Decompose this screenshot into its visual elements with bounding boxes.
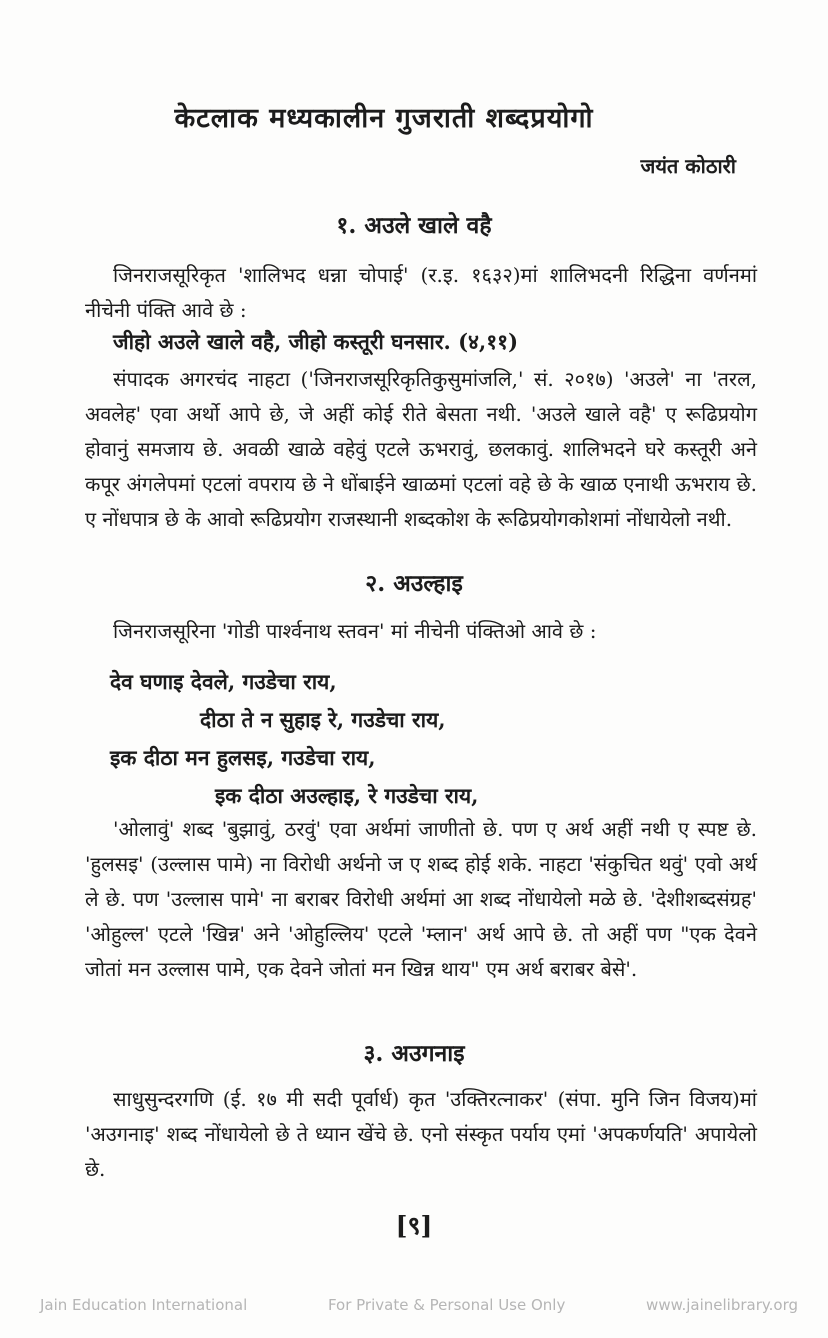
section-1-heading: १. अउले खाले वहै bbox=[336, 212, 492, 239]
footer-left-text: Jain Education International bbox=[40, 1296, 248, 1314]
section-3-body: साधुसुन्दरगणि (ई. १७ मी सदी पूर्वार्ध) कृत 'उक्तिरत्नाकर' (संपा. मुनि जिन विजय)मां 'अउगनाइ' शब्द नोंधायेलो छे ते ध्यान खेंचे छे. एनो संस्कृत पर्याय एमां 'अपकर्णयति' अपायेलो छे. bbox=[85, 1087, 757, 1181]
verse-line: इक दीठा अउल्हाइ, रे गउडेचा राय, bbox=[215, 783, 479, 808]
section-2-heading: २. अउल्हाइ bbox=[365, 570, 463, 597]
verse-line: इक दीठा मन हुलसइ, गउडेचा राय, bbox=[110, 745, 376, 770]
page-title: केटलाक मध्यकालीन गुजराती शब्दप्रयोगो bbox=[174, 103, 594, 134]
section-1-body: संपादक अगरचंद नाहटा ('जिनराजसूरिकृतिकुसुमांजलि,' सं. २०१७) 'अउले' ना 'तरल, अवलेह' एवा अर्थो आपे छे, जे अहीं कोई रीते बेसता नथी. 'अउले खाले वहै' ए रूढिप्रयोग होवानुं समजाय छे. अवळी खाळे वहेवुं एटले ऊभरावुं, छलकावुं. शालिभदने घरे कस्तूरी अने कपूर अंगलेपमां एटलां वपराय छे ने धोंबाईने खाळमां एटलां वहे छे के खाळ एनाथी ऊभराय छे. ए नोंधपात्र छे के आवो रूढिप्रयोग राजस्थानी शब्दकोश के रूढिप्रयोगकोशमां नोंधायेलो नथी. bbox=[85, 367, 757, 531]
author-name: जयंत कोठारी bbox=[640, 154, 736, 178]
section-2-body: 'ओलावुं' शब्द 'बुझावुं, ठरवुं' एवा अर्थमां जाणीतो छे. पण ए अर्थ अहीं नथी ए स्पष्ट छे. 'हुलसइ' (उल्लास पामे) ना विरोधी अर्थनो ज ए शब्द होई शके. नाहटा 'संकुचित थवुं' एवो अर्थ ले छे. पण 'उल्लास पामे' ना बराबर विरोधी अर्थमां आ शब्द नोंधायेलो मळे छे. 'देशीशब्दसंग्रह' 'ओहुल्ल' एटले 'खिन्न' अने 'ओहुल्लिय' एटले 'म्लान' अर्थ आपे छे. तो अहीं पण "एक देवने जोतां मन उल्लास पामे, एक देवने जोतां मन खिन्न थाय" एम अर्थ बराबर बेसे'. bbox=[85, 817, 757, 981]
section-2-intro: जिनराजसूरिना 'गोडी पार्श्वनाथ स्तवन' मां नीचेनी पंक्तिओ आवे छे : bbox=[113, 619, 597, 643]
verse-line: देव घणाइ देवले, गउडेचा राय, bbox=[110, 669, 337, 694]
section-3-heading: ३. अउगनाइ bbox=[363, 1040, 465, 1067]
page-number: [९] bbox=[395, 1211, 433, 1240]
footer-right-link[interactable]: www.jainelibrary.org bbox=[646, 1296, 798, 1314]
page-footer bbox=[40, 1296, 798, 1314]
section-1-intro: जिनराजसूरिकृत 'शालिभद धन्ना चोपाई' (र.इ. १६३२)मां शालिभदनी रिद्धिना वर्णनमां नीचेनी पंक्ति आवे छे : bbox=[85, 263, 757, 322]
verse-block bbox=[110, 663, 479, 815]
verse-line: दीठा ते न सुहाइ रे, गउडेचा राय, bbox=[200, 707, 446, 732]
footer-center-text: For Private & Personal Use Only bbox=[327, 1296, 566, 1314]
section-1-quote: जीहो अउले खाले वहै, जीहो कस्तूरी घनसार. (४,११) bbox=[113, 329, 519, 354]
